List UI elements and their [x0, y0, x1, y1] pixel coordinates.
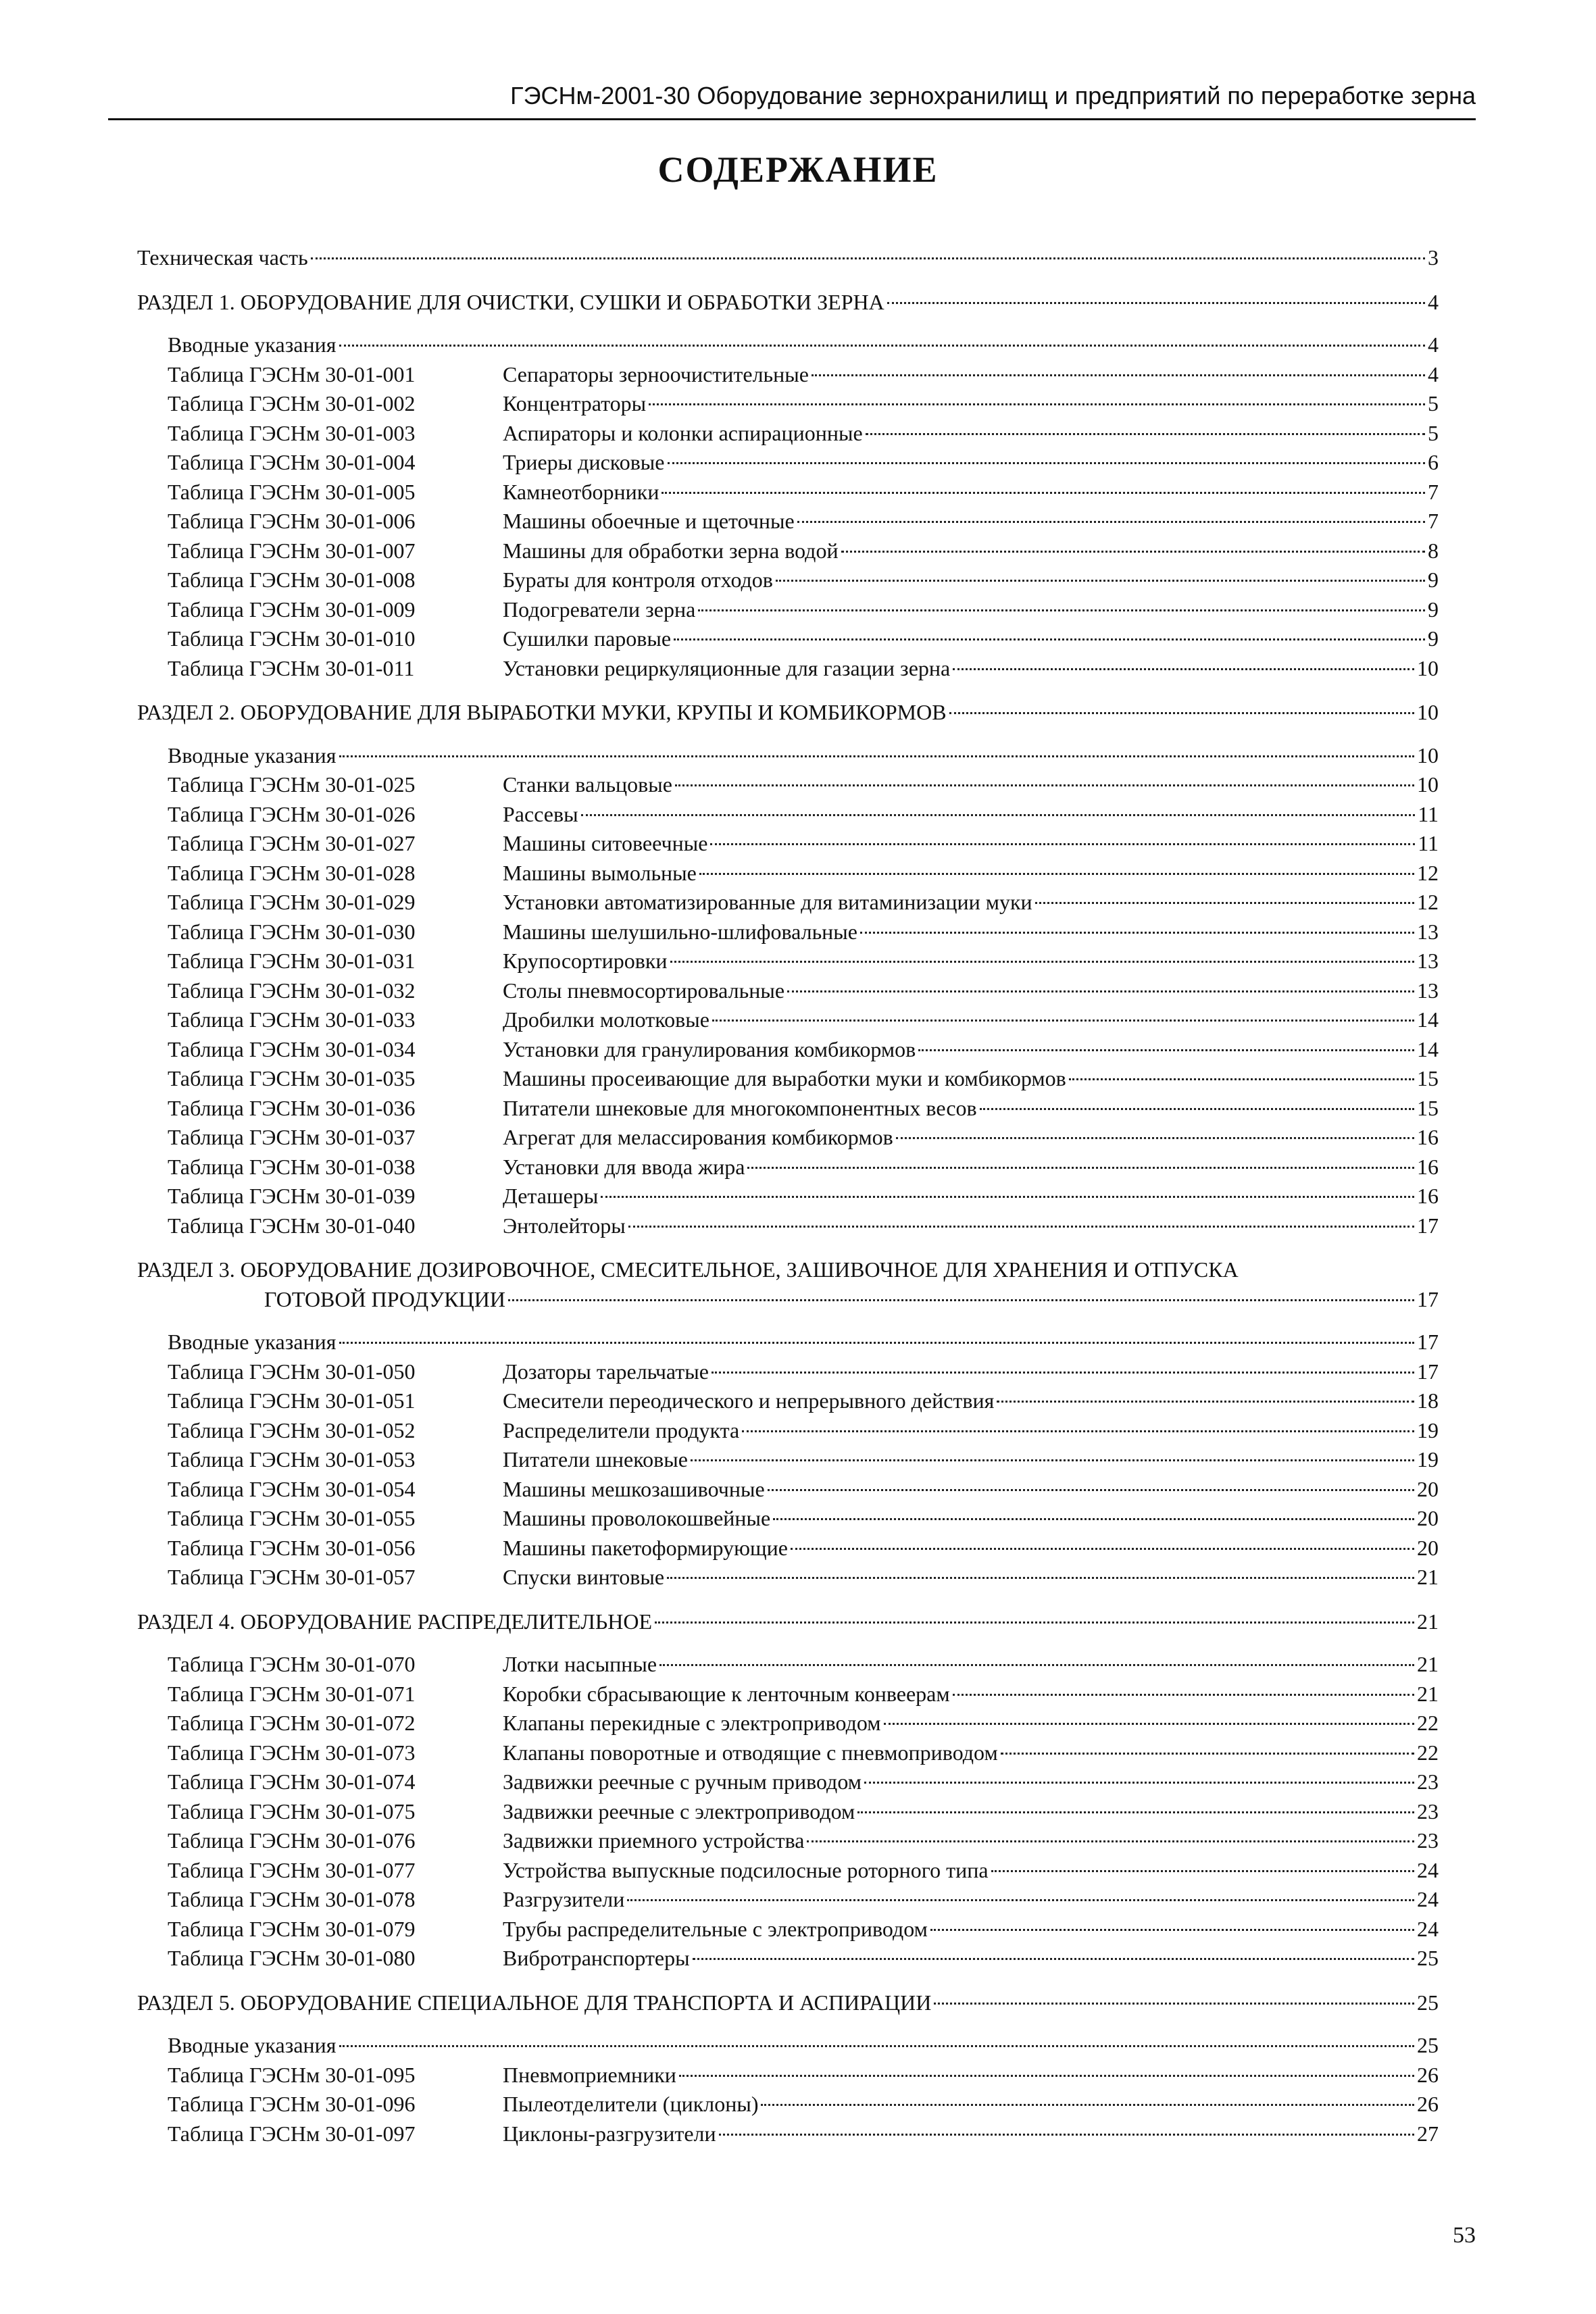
dot-leader [860, 932, 1414, 934]
table-entry [137, 800, 1439, 830]
table-name: Коробки сбрасывающие к ленточным конвеерам [503, 1681, 950, 1706]
dot-leader [508, 1299, 1414, 1301]
table-code: Таблица ГЭСНм 30-01-053 [168, 1447, 416, 1472]
section-title: РАЗДЕЛ 4. ОБОРУДОВАНИЕ РАСПРЕДЕЛИТЕЛЬНОЕ [137, 1609, 652, 1634]
table-page: 20 [1417, 1506, 1439, 1530]
table-name: Машины для обработки зерна водой [503, 538, 839, 563]
dot-leader [768, 1489, 1414, 1491]
table-page: 21 [1417, 1681, 1439, 1706]
table-page: 19 [1417, 1447, 1439, 1472]
dot-leader [675, 784, 1414, 786]
table-code: Таблица ГЭСНм 30-01-002 [168, 391, 416, 416]
table-code: Таблица ГЭСНм 30-01-054 [168, 1476, 416, 1501]
table-page: 6 [1428, 450, 1439, 474]
dot-leader [581, 814, 1416, 816]
table-entry [137, 1885, 1439, 1915]
intro-entry [137, 1328, 1439, 1357]
dot-leader [668, 462, 1426, 464]
table-entry [137, 1064, 1439, 1094]
table-entry [137, 1738, 1439, 1768]
table-name: Задвижки реечные с ручным приводом [503, 1769, 862, 1794]
table-entry [137, 2119, 1439, 2149]
dot-leader [339, 2045, 1415, 2047]
dot-leader [670, 961, 1414, 963]
dot-leader [628, 1226, 1414, 1228]
table-name: Установки для ввода жира [503, 1154, 745, 1179]
table-code: Таблица ГЭСНм 30-01-010 [168, 626, 416, 651]
table-name: Лотки насыпные [503, 1652, 657, 1676]
intro-page: 10 [1417, 743, 1439, 768]
running-header: ГЭСНм-2001-30 Оборудование зернохранилищ и предприятий по переработке зерна [510, 82, 1476, 109]
table-code: Таблица ГЭСНм 30-01-036 [168, 1095, 416, 1120]
table-name: Трубы распределительные с электроприводом [503, 1916, 928, 1941]
table-name: Пылеотделители (циклоны) [503, 2092, 759, 2116]
table-name: Устройства выпускные подсилосные роторного типа [503, 1857, 989, 1882]
dot-leader [1001, 1753, 1414, 1755]
table-page: 4 [1428, 361, 1439, 386]
table-page: 14 [1417, 1007, 1439, 1032]
dot-leader [339, 345, 1426, 347]
dot-leader [930, 1929, 1414, 1931]
table-page: 14 [1417, 1036, 1439, 1061]
table-code: Таблица ГЭСНм 30-01-008 [168, 568, 416, 592]
table-code: Таблица ГЭСНм 30-01-097 [168, 2121, 416, 2146]
dot-leader [1035, 902, 1414, 904]
table-code: Таблица ГЭСНм 30-01-056 [168, 1535, 416, 1560]
table-entry [137, 389, 1439, 419]
table-entry [137, 478, 1439, 507]
table-name: Агрегат для мелассирования комбикормов [503, 1125, 893, 1149]
table-code: Таблица ГЭСНм 30-01-009 [168, 597, 416, 622]
dot-leader [712, 1020, 1414, 1022]
table-page: 7 [1428, 509, 1439, 533]
section-title: РАЗДЕЛ 2. ОБОРУДОВАНИЕ ДЛЯ ВЫРАБОТКИ МУКИ, КРУПЫ И КОМБИКОРМОВ [137, 700, 947, 724]
table-entry [137, 1944, 1439, 1973]
dot-leader [649, 403, 1425, 405]
section-heading [137, 698, 1439, 728]
intro-label: Вводные указания [168, 743, 336, 768]
intro-entry [137, 2031, 1439, 2061]
table-name: Подогреватели зерна [503, 597, 696, 622]
table-page: 5 [1428, 391, 1439, 416]
table-page: 24 [1417, 1857, 1439, 1882]
table-code: Таблица ГЭСНм 30-01-040 [168, 1213, 416, 1238]
table-code: Таблица ГЭСНм 30-01-073 [168, 1740, 416, 1765]
dot-leader [997, 1401, 1414, 1403]
dot-leader [949, 712, 1414, 714]
table-page: 5 [1428, 420, 1439, 445]
intro-entry [137, 741, 1439, 771]
table-name: Машины мешкозашивочные [503, 1476, 765, 1501]
table-name: Циклоны-разгрузители [503, 2121, 716, 2146]
table-page: 23 [1417, 1769, 1439, 1794]
table-page: 22 [1417, 1711, 1439, 1735]
toc-entry-technical [137, 243, 1439, 273]
dot-leader [1069, 1078, 1414, 1080]
table-name: Деташеры [503, 1184, 599, 1208]
table-name: Триеры дисковые [503, 450, 665, 474]
table-page: 24 [1417, 1916, 1439, 1941]
table-entry [137, 1123, 1439, 1153]
dot-leader [339, 755, 1415, 757]
table-code: Таблица ГЭСНм 30-01-030 [168, 919, 416, 944]
dot-leader [693, 1958, 1414, 1960]
table-code: Таблица ГЭСНм 30-01-003 [168, 420, 416, 445]
dot-leader [710, 843, 1415, 845]
table-entry [137, 1534, 1439, 1563]
intro-label: Вводные указания [168, 332, 336, 357]
table-name: Машины проволокошвейные [503, 1506, 771, 1530]
section-heading [137, 288, 1439, 318]
table-code: Таблица ГЭСНм 30-01-075 [168, 1799, 416, 1823]
table-name: Установки автоматизированные для витаминизации муки [503, 890, 1032, 914]
table-entry [137, 1504, 1439, 1534]
dot-leader [742, 1430, 1414, 1432]
table-page: 12 [1417, 860, 1439, 885]
dot-leader [679, 2075, 1414, 2077]
table-page: 11 [1418, 831, 1439, 855]
table-name: Машины пакетоформирующие [503, 1535, 788, 1560]
table-name: Распределители продукта [503, 1417, 740, 1442]
table-code: Таблица ГЭСНм 30-01-031 [168, 949, 416, 973]
table-name: Столы пневмосортировальные [503, 978, 785, 1003]
dot-leader [934, 2003, 1414, 2005]
section-page: 21 [1417, 1609, 1439, 1634]
table-code: Таблица ГЭСНм 30-01-034 [168, 1036, 416, 1061]
table-page: 10 [1417, 772, 1439, 797]
table-page: 16 [1417, 1184, 1439, 1208]
table-code: Таблица ГЭСНм 30-01-071 [168, 1681, 416, 1706]
section-title-line2-text: ГОТОВОЙ ПРОДУКЦИИ [264, 1286, 505, 1311]
dot-leader [887, 302, 1425, 304]
table-code: Таблица ГЭСНм 30-01-095 [168, 2062, 416, 2087]
table-entry [137, 1445, 1439, 1475]
table-entry [137, 976, 1439, 1006]
section-page: 10 [1417, 700, 1439, 724]
table-entry [137, 1386, 1439, 1416]
table-entry [137, 595, 1439, 625]
table-entry [137, 1182, 1439, 1211]
dot-leader [662, 492, 1425, 494]
dot-leader [761, 2104, 1414, 2106]
page-number: 53 [1453, 2223, 1476, 2248]
section-page: 17 [1417, 1286, 1439, 1311]
table-entry [137, 2061, 1439, 2090]
dot-leader [674, 638, 1425, 640]
dot-leader [712, 1372, 1414, 1374]
dot-leader [791, 1548, 1414, 1550]
table-name: Дробилки молотковые [503, 1007, 709, 1032]
page-title: СОДЕРЖАНИЕ [657, 149, 939, 190]
table-entry [137, 2090, 1439, 2119]
table-name: Дозаторы тарельчатые [503, 1359, 709, 1384]
table-name: Крупосортировки [503, 949, 668, 973]
intro-entry [137, 330, 1439, 360]
table-page: 9 [1428, 597, 1439, 622]
table-page: 23 [1417, 1828, 1439, 1853]
table-page: 23 [1417, 1799, 1439, 1823]
table-name: Питатели шнековые для многокомпонентных весов [503, 1095, 977, 1120]
table-code: Таблица ГЭСНм 30-01-011 [168, 655, 415, 680]
table-page: 18 [1417, 1388, 1439, 1413]
table-entry [137, 1856, 1439, 1886]
table-name: Пневмоприемники [503, 2062, 676, 2087]
table-code: Таблица ГЭСНм 30-01-007 [168, 538, 416, 563]
table-name: Энтолейторы [503, 1213, 626, 1238]
table-page: 19 [1417, 1417, 1439, 1442]
dot-leader [866, 433, 1425, 435]
table-page: 11 [1418, 801, 1439, 826]
table-page: 9 [1428, 626, 1439, 651]
table-entry [137, 829, 1439, 859]
table-code: Таблица ГЭСНм 30-01-077 [168, 1857, 416, 1882]
dot-leader [667, 1577, 1414, 1579]
section-title-line1: РАЗДЕЛ 3. ОБОРУДОВАНИЕ ДОЗИРОВОЧНОЕ, СМЕСИТЕЛЬНОЕ, ЗАШИВОЧНОЕ ДЛЯ ХРАНЕНИЯ И ОТПУСКА [137, 1257, 1239, 1282]
table-code: Таблица ГЭСНм 30-01-039 [168, 1184, 416, 1208]
section-heading [137, 1607, 1439, 1637]
table-name: Задвижки реечные с электроприводом [503, 1799, 855, 1823]
table-entry [137, 448, 1439, 478]
table-entry [137, 1563, 1439, 1592]
table-page: 15 [1417, 1095, 1439, 1120]
dot-leader [980, 1108, 1414, 1110]
table-code: Таблица ГЭСНм 30-01-006 [168, 509, 416, 533]
table-code: Таблица ГЭСНм 30-01-079 [168, 1916, 416, 1941]
table-name: Рассевы [503, 801, 578, 826]
table-entry [137, 1767, 1439, 1797]
table-name: Машины обоечные и щеточные [503, 509, 795, 533]
table-page: 17 [1417, 1213, 1439, 1238]
dot-leader [953, 1694, 1414, 1696]
table-page: 12 [1417, 890, 1439, 914]
dot-leader [776, 580, 1425, 582]
dot-leader [698, 609, 1425, 611]
table-code: Таблица ГЭСНм 30-01-052 [168, 1417, 416, 1442]
table-name: Машины ситовеечные [503, 831, 708, 855]
dot-leader [659, 1664, 1414, 1666]
table-entry [137, 1650, 1439, 1680]
table-entry [137, 1005, 1439, 1035]
table-entry [137, 1094, 1439, 1124]
table-page: 21 [1417, 1565, 1439, 1589]
table-entry [137, 507, 1439, 536]
section-heading [137, 1255, 1439, 1314]
section-title: РАЗДЕЛ 1. ОБОРУДОВАНИЕ ДЛЯ ОЧИСТКИ, СУШКИ И ОБРАБОТКИ ЗЕРНА [137, 289, 884, 314]
table-name: Аспираторы и колонки аспирационные [503, 420, 863, 445]
table-code: Таблица ГЭСНм 30-01-027 [168, 831, 416, 855]
table-name: Установки рециркуляционные для газации зерна [503, 655, 951, 680]
table-name: Машины шелушильно-шлифовальные [503, 919, 857, 944]
table-code: Таблица ГЭСНм 30-01-072 [168, 1711, 416, 1735]
table-code: Таблица ГЭСНм 30-01-032 [168, 978, 416, 1003]
intro-page: 4 [1428, 332, 1439, 357]
table-page: 20 [1417, 1535, 1439, 1560]
dot-leader [864, 1782, 1414, 1784]
table-name: Смесители переодического и непрерывного действия [503, 1388, 995, 1413]
table-name: Вибротранспортеры [503, 1946, 690, 1970]
table-code: Таблица ГЭСНм 30-01-033 [168, 1007, 416, 1032]
table-entry [137, 1035, 1439, 1065]
table-name: Станки вальцовые [503, 772, 672, 797]
table-entry [137, 770, 1439, 800]
dot-leader [787, 990, 1414, 992]
intro-page: 25 [1417, 2033, 1439, 2057]
table-code: Таблица ГЭСНм 30-01-078 [168, 1887, 416, 1911]
table-name: Камнеотборники [503, 479, 659, 504]
table-code: Таблица ГЭСНм 30-01-050 [168, 1359, 416, 1384]
dot-leader [773, 1518, 1414, 1520]
table-code: Таблица ГЭСНм 30-01-096 [168, 2092, 416, 2116]
table-entry [137, 1153, 1439, 1182]
table-code: Таблица ГЭСНм 30-01-004 [168, 450, 416, 474]
intro-label: Вводные указания [168, 2033, 336, 2057]
table-page: 16 [1417, 1125, 1439, 1149]
table-entry [137, 859, 1439, 888]
dot-leader [601, 1196, 1414, 1198]
toc-entry-page: 3 [1428, 245, 1439, 270]
table-page: 10 [1417, 655, 1439, 680]
table-code: Таблица ГЭСНм 30-01-025 [168, 772, 416, 797]
dot-leader [655, 1621, 1414, 1624]
section-page: 4 [1428, 289, 1439, 314]
table-page: 15 [1417, 1066, 1439, 1090]
table-page: 25 [1417, 1946, 1439, 1970]
table-code: Таблица ГЭСНм 30-01-051 [168, 1388, 416, 1413]
dot-leader [699, 873, 1414, 875]
table-name: Бураты для контроля отходов [503, 568, 773, 592]
table-page: 13 [1417, 919, 1439, 944]
table-page: 7 [1428, 479, 1439, 504]
dot-leader [797, 521, 1425, 523]
dot-leader [918, 1049, 1414, 1051]
table-code: Таблица ГЭСНм 30-01-001 [168, 361, 416, 386]
table-page: 22 [1417, 1740, 1439, 1765]
dot-leader [884, 1723, 1414, 1725]
table-name: Питатели шнековые [503, 1447, 688, 1472]
table-page: 26 [1417, 2062, 1439, 2087]
dot-leader [953, 668, 1414, 670]
section-page: 25 [1417, 1990, 1439, 2015]
table-code: Таблица ГЭСНм 30-01-029 [168, 890, 416, 914]
table-code: Таблица ГЭСНм 30-01-080 [168, 1946, 416, 1970]
table-entry [137, 1475, 1439, 1505]
table-entry [137, 1416, 1439, 1446]
table-code: Таблица ГЭСНм 30-01-037 [168, 1125, 416, 1149]
table-entry [137, 888, 1439, 917]
table-entry [137, 917, 1439, 947]
dot-leader [747, 1167, 1414, 1169]
dot-leader [857, 1811, 1414, 1813]
table-page: 21 [1417, 1652, 1439, 1676]
table-entry [137, 1680, 1439, 1709]
table-code: Таблица ГЭСНм 30-01-005 [168, 479, 416, 504]
dot-leader [807, 1840, 1414, 1842]
table-code: Таблица ГЭСНм 30-01-076 [168, 1828, 416, 1853]
table-code: Таблица ГЭСНм 30-01-055 [168, 1506, 416, 1530]
dot-leader [719, 2134, 1414, 2136]
table-page: 16 [1417, 1154, 1439, 1179]
table-page: 27 [1417, 2121, 1439, 2146]
table-entry [137, 947, 1439, 976]
table-name: Машины просеивающие для выработки муки и комбикормов [503, 1066, 1066, 1090]
dot-leader [896, 1137, 1414, 1139]
table-entry [137, 624, 1439, 654]
table-entry [137, 1211, 1439, 1241]
table-code: Таблица ГЭСНм 30-01-038 [168, 1154, 416, 1179]
table-entry [137, 565, 1439, 595]
table-entry [137, 1915, 1439, 1944]
table-name: Клапаны поворотные и отводящие с пневмоприводом [503, 1740, 998, 1765]
table-entry [137, 1709, 1439, 1738]
table-name: Сушилки паровые [503, 626, 672, 651]
table-code: Таблица ГЭСНм 30-01-026 [168, 801, 416, 826]
table-name: Клапаны перекидные с электроприводом [503, 1711, 881, 1735]
dot-leader [991, 1870, 1414, 1872]
table-name: Машины вымольные [503, 860, 697, 885]
dot-leader [339, 1342, 1415, 1344]
table-code: Таблица ГЭСНм 30-01-074 [168, 1769, 416, 1794]
section-title: РАЗДЕЛ 5. ОБОРУДОВАНИЕ СПЕЦИАЛЬНОЕ ДЛЯ ТРАНСПОРТА И АСПИРАЦИИ [137, 1990, 932, 2015]
dot-leader [691, 1459, 1414, 1461]
dot-leader [812, 374, 1425, 376]
table-page: 13 [1417, 949, 1439, 973]
table-code: Таблица ГЭСНм 30-01-070 [168, 1652, 416, 1676]
table-name: Спуски винтовые [503, 1565, 665, 1589]
dot-leader [311, 257, 1425, 259]
table-entry [137, 536, 1439, 566]
table-page: 9 [1428, 568, 1439, 592]
table-entry [137, 1797, 1439, 1827]
table-entry [137, 654, 1439, 684]
header-rule [108, 118, 1476, 120]
table-name: Установки для гранулирования комбикормов [503, 1036, 916, 1061]
table-name: Концентраторы [503, 391, 647, 416]
table-page: 17 [1417, 1359, 1439, 1384]
dot-leader [841, 551, 1425, 553]
intro-label: Вводные указания [168, 1330, 336, 1354]
table-entry [137, 1357, 1439, 1387]
table-page: 24 [1417, 1887, 1439, 1911]
table-code: Таблица ГЭСНм 30-01-028 [168, 860, 416, 885]
table-code: Таблица ГЭСНм 30-01-035 [168, 1066, 416, 1090]
table-page: 26 [1417, 2092, 1439, 2116]
table-name: Задвижки приемного устройства [503, 1828, 805, 1853]
table-name: Разгрузители [503, 1887, 625, 1911]
section-heading [137, 1988, 1439, 2018]
table-entry [137, 419, 1439, 449]
section-title-line2 [137, 1285, 1439, 1315]
table-entry [137, 360, 1439, 390]
table-page: 8 [1428, 538, 1439, 563]
toc-entry-label: Техническая часть [137, 245, 308, 270]
table-of-contents [137, 243, 1439, 2148]
table-name: Сепараторы зерноочистительные [503, 361, 809, 386]
table-page: 20 [1417, 1476, 1439, 1501]
intro-page: 17 [1417, 1330, 1439, 1354]
table-code: Таблица ГЭСНм 30-01-057 [168, 1565, 416, 1589]
table-entry [137, 1826, 1439, 1856]
table-page: 13 [1417, 978, 1439, 1003]
dot-leader [627, 1899, 1414, 1901]
